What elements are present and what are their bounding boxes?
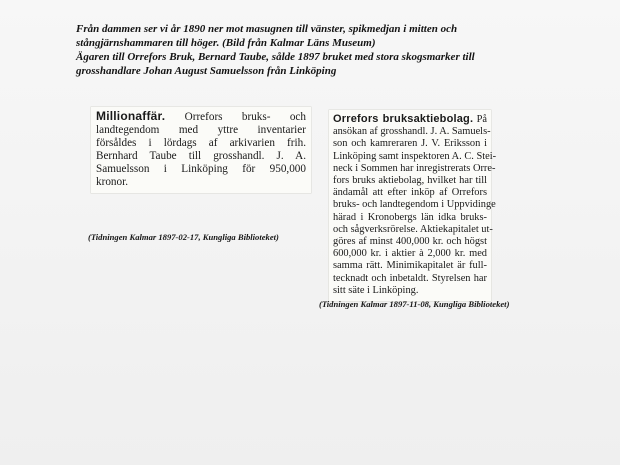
caption-line: grosshandlare Johan August Samuelsson från Linköping: [76, 65, 337, 77]
clipping-line: ändamål att efter inköp af Orrefors: [333, 187, 487, 199]
clipping-headline: Orrefors bruksaktiebolag.: [333, 113, 474, 125]
clipping-line: fors bruks aktiebolag, hvilket har till: [333, 175, 487, 187]
clipping-line: Linköping samt inspektoren A. C. Stei-: [333, 150, 497, 162]
clipping-source: (Tidningen Kalmar 1897-02-17, Kungliga Biblioteket): [88, 232, 279, 242]
clipping-line: tecknadt och inbetaldt. Styrelsen har: [333, 272, 487, 284]
clipping-line: neck i Sommen har inregistrerats Orre-: [333, 162, 496, 174]
clipping-source: (Tidningen Kalmar 1897-11-08, Kungliga Biblioteket): [319, 299, 510, 309]
clipping-line: försåldes i lördags af arkivarien frih.: [96, 137, 306, 149]
newspaper-clipping-millionaffar: [91, 107, 311, 193]
clipping-line: kronor.: [96, 176, 129, 188]
clipping-line: ansökan af grosshandl. J. A. Samuels-: [333, 126, 491, 138]
caption-line: stångjärnshammaren till höger. (Bild från Kalmar Läns Museum): [76, 37, 376, 49]
clipping-line: [96, 110, 306, 124]
clipping-line: landtegendom med yttre inventarier: [96, 124, 306, 136]
clipping-line: son och kamreraren J. V. Eriksson i: [333, 138, 487, 150]
newspaper-clipping-aktiebolag: [329, 110, 497, 301]
clipping-line: Bernhard Taube till grosshandl. J. A.: [96, 150, 306, 162]
clipping-line: 600,000 kr. i aktier à 2,000 kr. med: [333, 248, 487, 260]
clipping-line: Samuelsson i Linköping för 950,000: [96, 163, 306, 175]
clipping-line: och sågverksrörelse. Aktiekapitalet ut-: [333, 223, 493, 235]
clipping-line: bruks- och landtegendom i Uppvidinge: [333, 199, 496, 211]
clipping-line: göres af minst 400,000 kr. och högst: [333, 236, 487, 248]
clipping-text: Orrefors bruks- och: [165, 111, 306, 123]
clipping-line: samma rätt. Minimikapitalet är full-: [333, 260, 487, 272]
clipping-line: [333, 113, 487, 126]
slide-caption: [76, 22, 596, 78]
clipping-line: härad i Kronobergs län idka bruks-: [333, 211, 487, 223]
clipping-headline: Millionaffär.: [96, 109, 166, 123]
caption-line: Från dammen ser vi år 1890 ner mot masugnen till vänster, spikmedjan i mitten och: [76, 23, 458, 35]
clipping-text: På: [473, 114, 487, 125]
caption-line: Ägaren till Orrefors Bruk, Bernard Taube, sålde 1897 bruket med stora skogsmarker till: [76, 51, 475, 63]
clipping-line: sitt säte i Linköping.: [333, 284, 419, 296]
